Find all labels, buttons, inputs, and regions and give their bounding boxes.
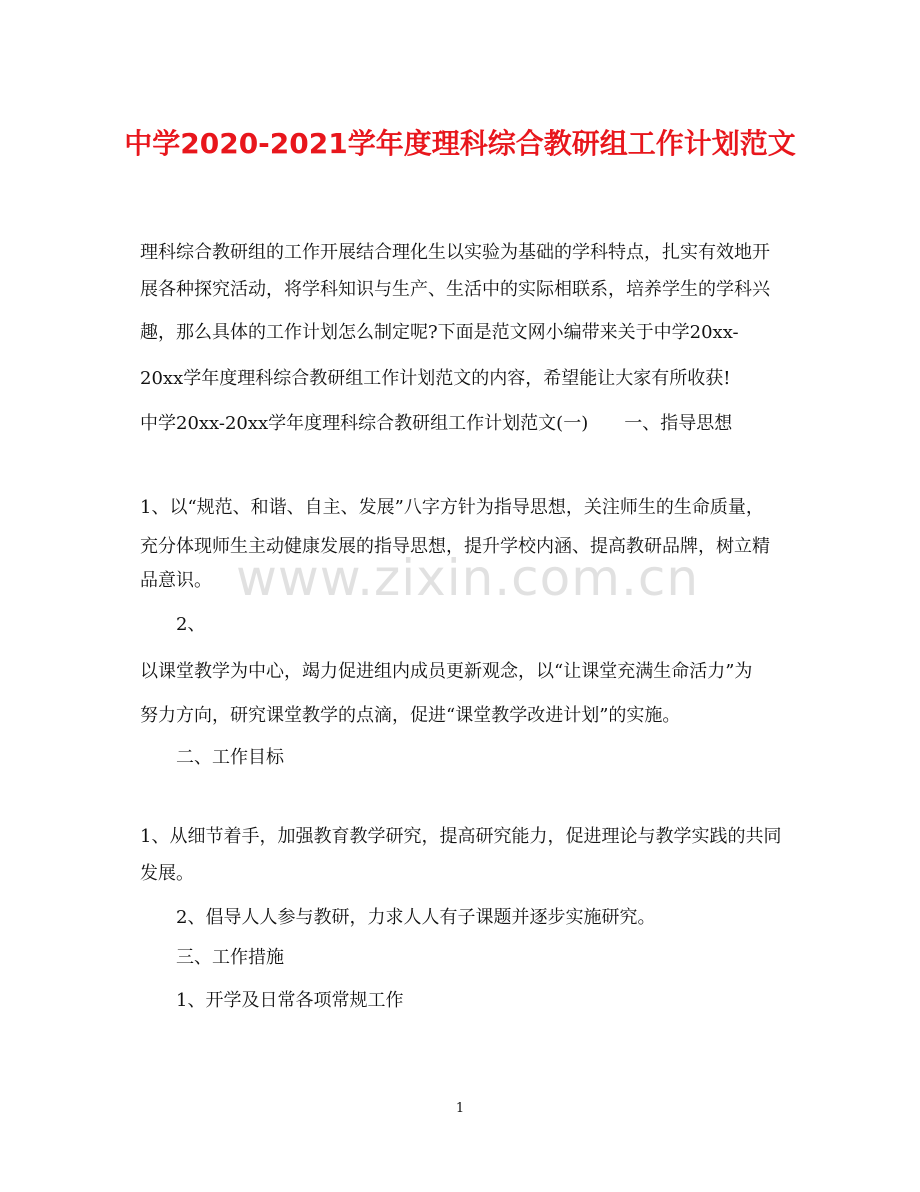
page-number: 1	[455, 1101, 465, 1116]
body-line-item-2b: 努力方向，研究课堂教学的点滴，促进“课堂教学改进计划”的实施。	[140, 705, 681, 726]
body-line-goal-1b: 发展。	[140, 863, 194, 884]
body-line-intro-1: 理科综合教研组的工作开展结合理化生以实验为基础的学科特点，扎实有效地开	[140, 242, 770, 263]
body-line-goal-2: 2、倡导人人参与教研，力求人人有子课题并逐步实施研究。	[176, 907, 656, 928]
body-line-intro-4: 20xx学年度理科综合教研组工作计划范文的内容，希望能让大家有所收获!	[140, 368, 731, 389]
watermark-text: www.zixin.com.cn	[236, 549, 700, 607]
body-line-goal-1a: 1、从细节着手，加强教育教学研究，提高研究能力，促进理论与教学实践的共同	[140, 826, 782, 847]
section-heading-work-goals: 二、工作目标	[176, 747, 284, 768]
section-heading-guiding-thought: 中学20xx-20xx学年度理科综合教研组工作计划范文(一) 一、指导思想	[140, 413, 733, 434]
body-line-item-1a: 1、以“规范、和谐、自主、发展”八字方针为指导思想，关注师生的生命质量，	[140, 497, 764, 518]
body-line-measure-1: 1、开学及日常各项常规工作	[176, 990, 404, 1011]
body-line-intro-2: 展各种探究活动，将学科知识与生产、生活中的实际相联系，培养学生的学科兴	[140, 279, 770, 300]
body-line-item-2a: 以课堂教学为中心，竭力促进组内成员更新观念，以“让课堂充满生命活力”为	[140, 661, 753, 682]
body-line-item-1b: 充分体现师生主动健康发展的指导思想，提升学校内涵、提高教研品牌，树立精	[140, 536, 770, 557]
section-heading-work-measures: 三、工作措施	[176, 947, 284, 968]
body-line-intro-3: 趣，那么具体的工作计划怎么制定呢?下面是范文网小编带来关于中学20xx-	[140, 322, 739, 343]
body-line-item-2-number: 2、	[176, 614, 206, 635]
body-line-item-1c: 品意识。	[140, 570, 212, 591]
document-title: 中学2020-2021学年度理科综合教研组工作计划范文	[124, 127, 796, 160]
